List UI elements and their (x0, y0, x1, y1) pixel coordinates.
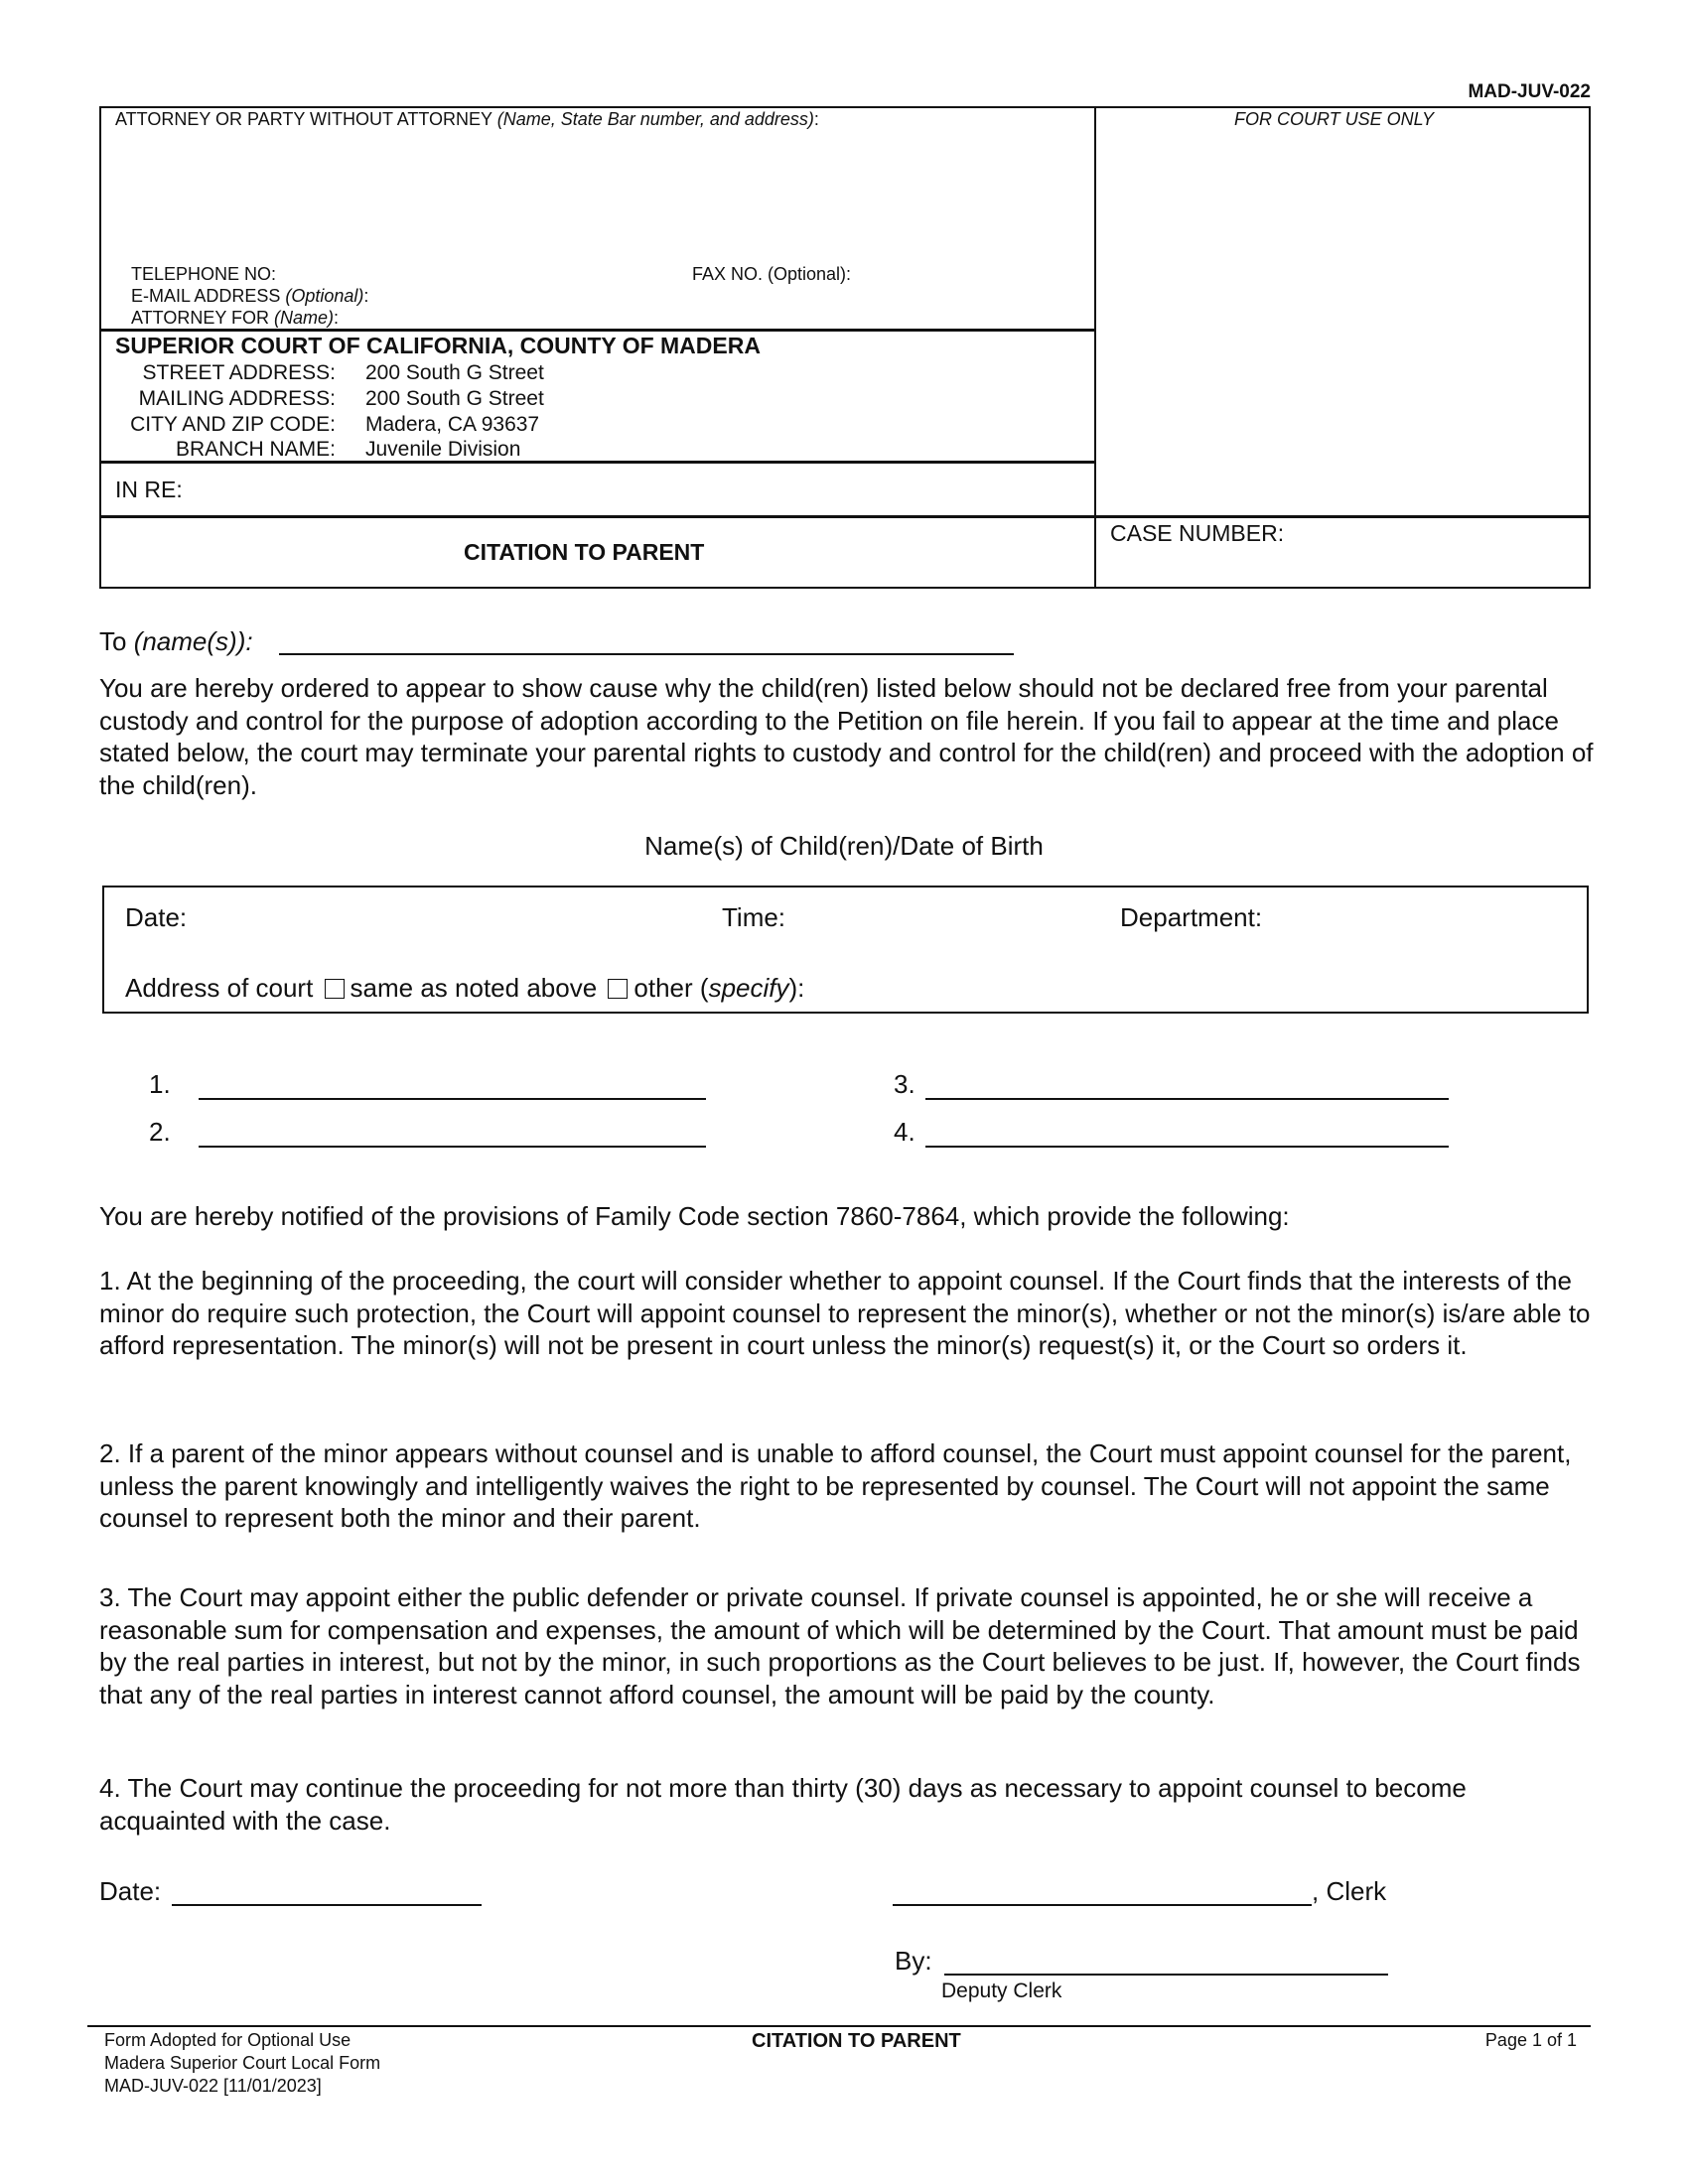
hearing-department-label: Department: (1120, 902, 1263, 932)
footer-title: CITATION TO PARENT (752, 2030, 961, 2052)
clerk-label: , Clerk (1312, 1876, 1387, 1906)
hearing-time-label: Time: (722, 902, 786, 932)
mailing-label: MAILING ADDRESS: (138, 387, 336, 410)
child-3-label: 3. (894, 1069, 915, 1099)
email-label: E-MAIL ADDRESS (Optional): (131, 286, 369, 306)
city-label: CITY AND ZIP CODE: (130, 413, 336, 436)
child-2-field[interactable] (199, 1146, 706, 1148)
child-4-label: 4. (894, 1117, 915, 1147)
other-label: other ( (633, 973, 709, 1003)
provision-1: 1. At the beginning of the proceeding, the court will consider whether to appoint counsel. If the Court finds that the interests of the minor do require such protection, the Court will appoint counsel to represent the minor(s), whether or not the minor(s) is/are able to afford representation. The minor(s) will not be present in court unless the minor(s) request(s) it, or the Court so orders it. (99, 1266, 1591, 1360)
provision-4: 4. The Court may continue the proceeding for not more than thirty (30) days as necessary to appoint counsel to become acquainted with the case. (99, 1773, 1467, 1836)
city-value: Madera, CA 93637 (365, 413, 540, 436)
in-re-label: IN RE: (115, 477, 183, 502)
child-1-label: 1. (149, 1069, 171, 1099)
child-2-label: 2. (149, 1117, 171, 1147)
deputy-clerk-field[interactable] (944, 1974, 1388, 1976)
branch-value: Juvenile Division (365, 438, 521, 461)
clerk-field[interactable] (893, 1904, 1312, 1906)
child-3-field[interactable] (925, 1098, 1449, 1100)
child-1-field[interactable] (199, 1098, 706, 1100)
court-name: SUPERIOR COURT OF CALIFORNIA, COUNTY OF MADERA (115, 333, 761, 358)
to-label: To (name(s)): (99, 626, 253, 656)
mailing-value: 200 South G Street (365, 387, 544, 410)
provision-2: 2. If a parent of the minor appears without counsel and is unable to afford counsel, the Court must appoint counsel for the parent, unless the parent knowingly and intelligently waives the right to be represented by counsel. The Court will not appoint the same counsel to represent both the minor and their parent. (99, 1438, 1572, 1533)
footer-rule (87, 2025, 1591, 2027)
to-name-field[interactable] (279, 653, 1014, 655)
sign-date-field[interactable] (172, 1904, 482, 1906)
branch-label: BRANCH NAME: (175, 438, 336, 461)
hearing-date-label: Date: (125, 902, 188, 932)
by-label: By: (895, 1946, 932, 1976)
page-number: Page 1 of 1 (1484, 2030, 1577, 2050)
same-checkbox[interactable] (325, 979, 345, 999)
divider (99, 329, 1096, 332)
address-label: Address of court (125, 973, 314, 1003)
same-label: same as noted above (350, 973, 598, 1003)
footer-line2: Madera Superior Court Local Form (104, 2053, 381, 2073)
child-4-field[interactable] (925, 1146, 1449, 1148)
case-number-label: CASE NUMBER: (1110, 520, 1285, 546)
street-label: STREET ADDRESS: (142, 361, 336, 384)
attorney-label: ATTORNEY OR PARTY WITHOUT ATTORNEY (Name, State Bar number, and address): (115, 109, 819, 129)
attorney-for-label: ATTORNEY FOR (Name): (131, 308, 340, 328)
children-heading: Name(s) of Child(ren)/Date of Birth (644, 831, 1044, 861)
order-text: You are hereby ordered to appear to show cause why the child(ren) listed below should not be declared free from your parental custody and control for the purpose of adoption according to the Petition on file herein. If you fail to appear at the time and place stated below, the court may terminate your parental rights to custody and control for the child(ren) and proceed with the adoption of the child(ren). (99, 673, 1594, 800)
telephone-label: TELEPHONE NO: (131, 264, 277, 284)
court-use-label: FOR COURT USE ONLY (1234, 109, 1435, 129)
other-close: ): (788, 973, 805, 1003)
footer-line1: Form Adopted for Optional Use (104, 2030, 352, 2050)
street-value: 200 South G Street (365, 361, 544, 384)
form-title: CITATION TO PARENT (464, 539, 705, 565)
form-id: MAD-JUV-022 (1468, 81, 1591, 102)
deputy-clerk-label: Deputy Clerk (941, 1979, 1062, 2002)
specify-label: specify (708, 973, 789, 1003)
fax-label: FAX NO. (Optional): (692, 264, 852, 284)
provision-3: 3. The Court may appoint either the public defender or private counsel. If private counsel is appointed, he or she will receive a reasonable sum for compensation and expenses, the amount of which will be determined by the Court. That amount must be paid by the real parties in interest, but not by the minor, in such proportions as the Court believes to be just. If, however, the Court finds that any of the real parties in interest cannot afford counsel, the amount will be paid by the county. (99, 1582, 1581, 1709)
address-of-court-row (125, 972, 804, 1004)
notice-text: You are hereby notified of the provisions of Family Code section 7860-7864, which provide the following: (99, 1201, 1290, 1231)
other-checkbox[interactable] (608, 979, 628, 999)
divider (99, 515, 1591, 518)
footer-line3: MAD-JUV-022 [11/01/2023] (104, 2076, 322, 2096)
sign-date-label: Date: (99, 1876, 162, 1906)
